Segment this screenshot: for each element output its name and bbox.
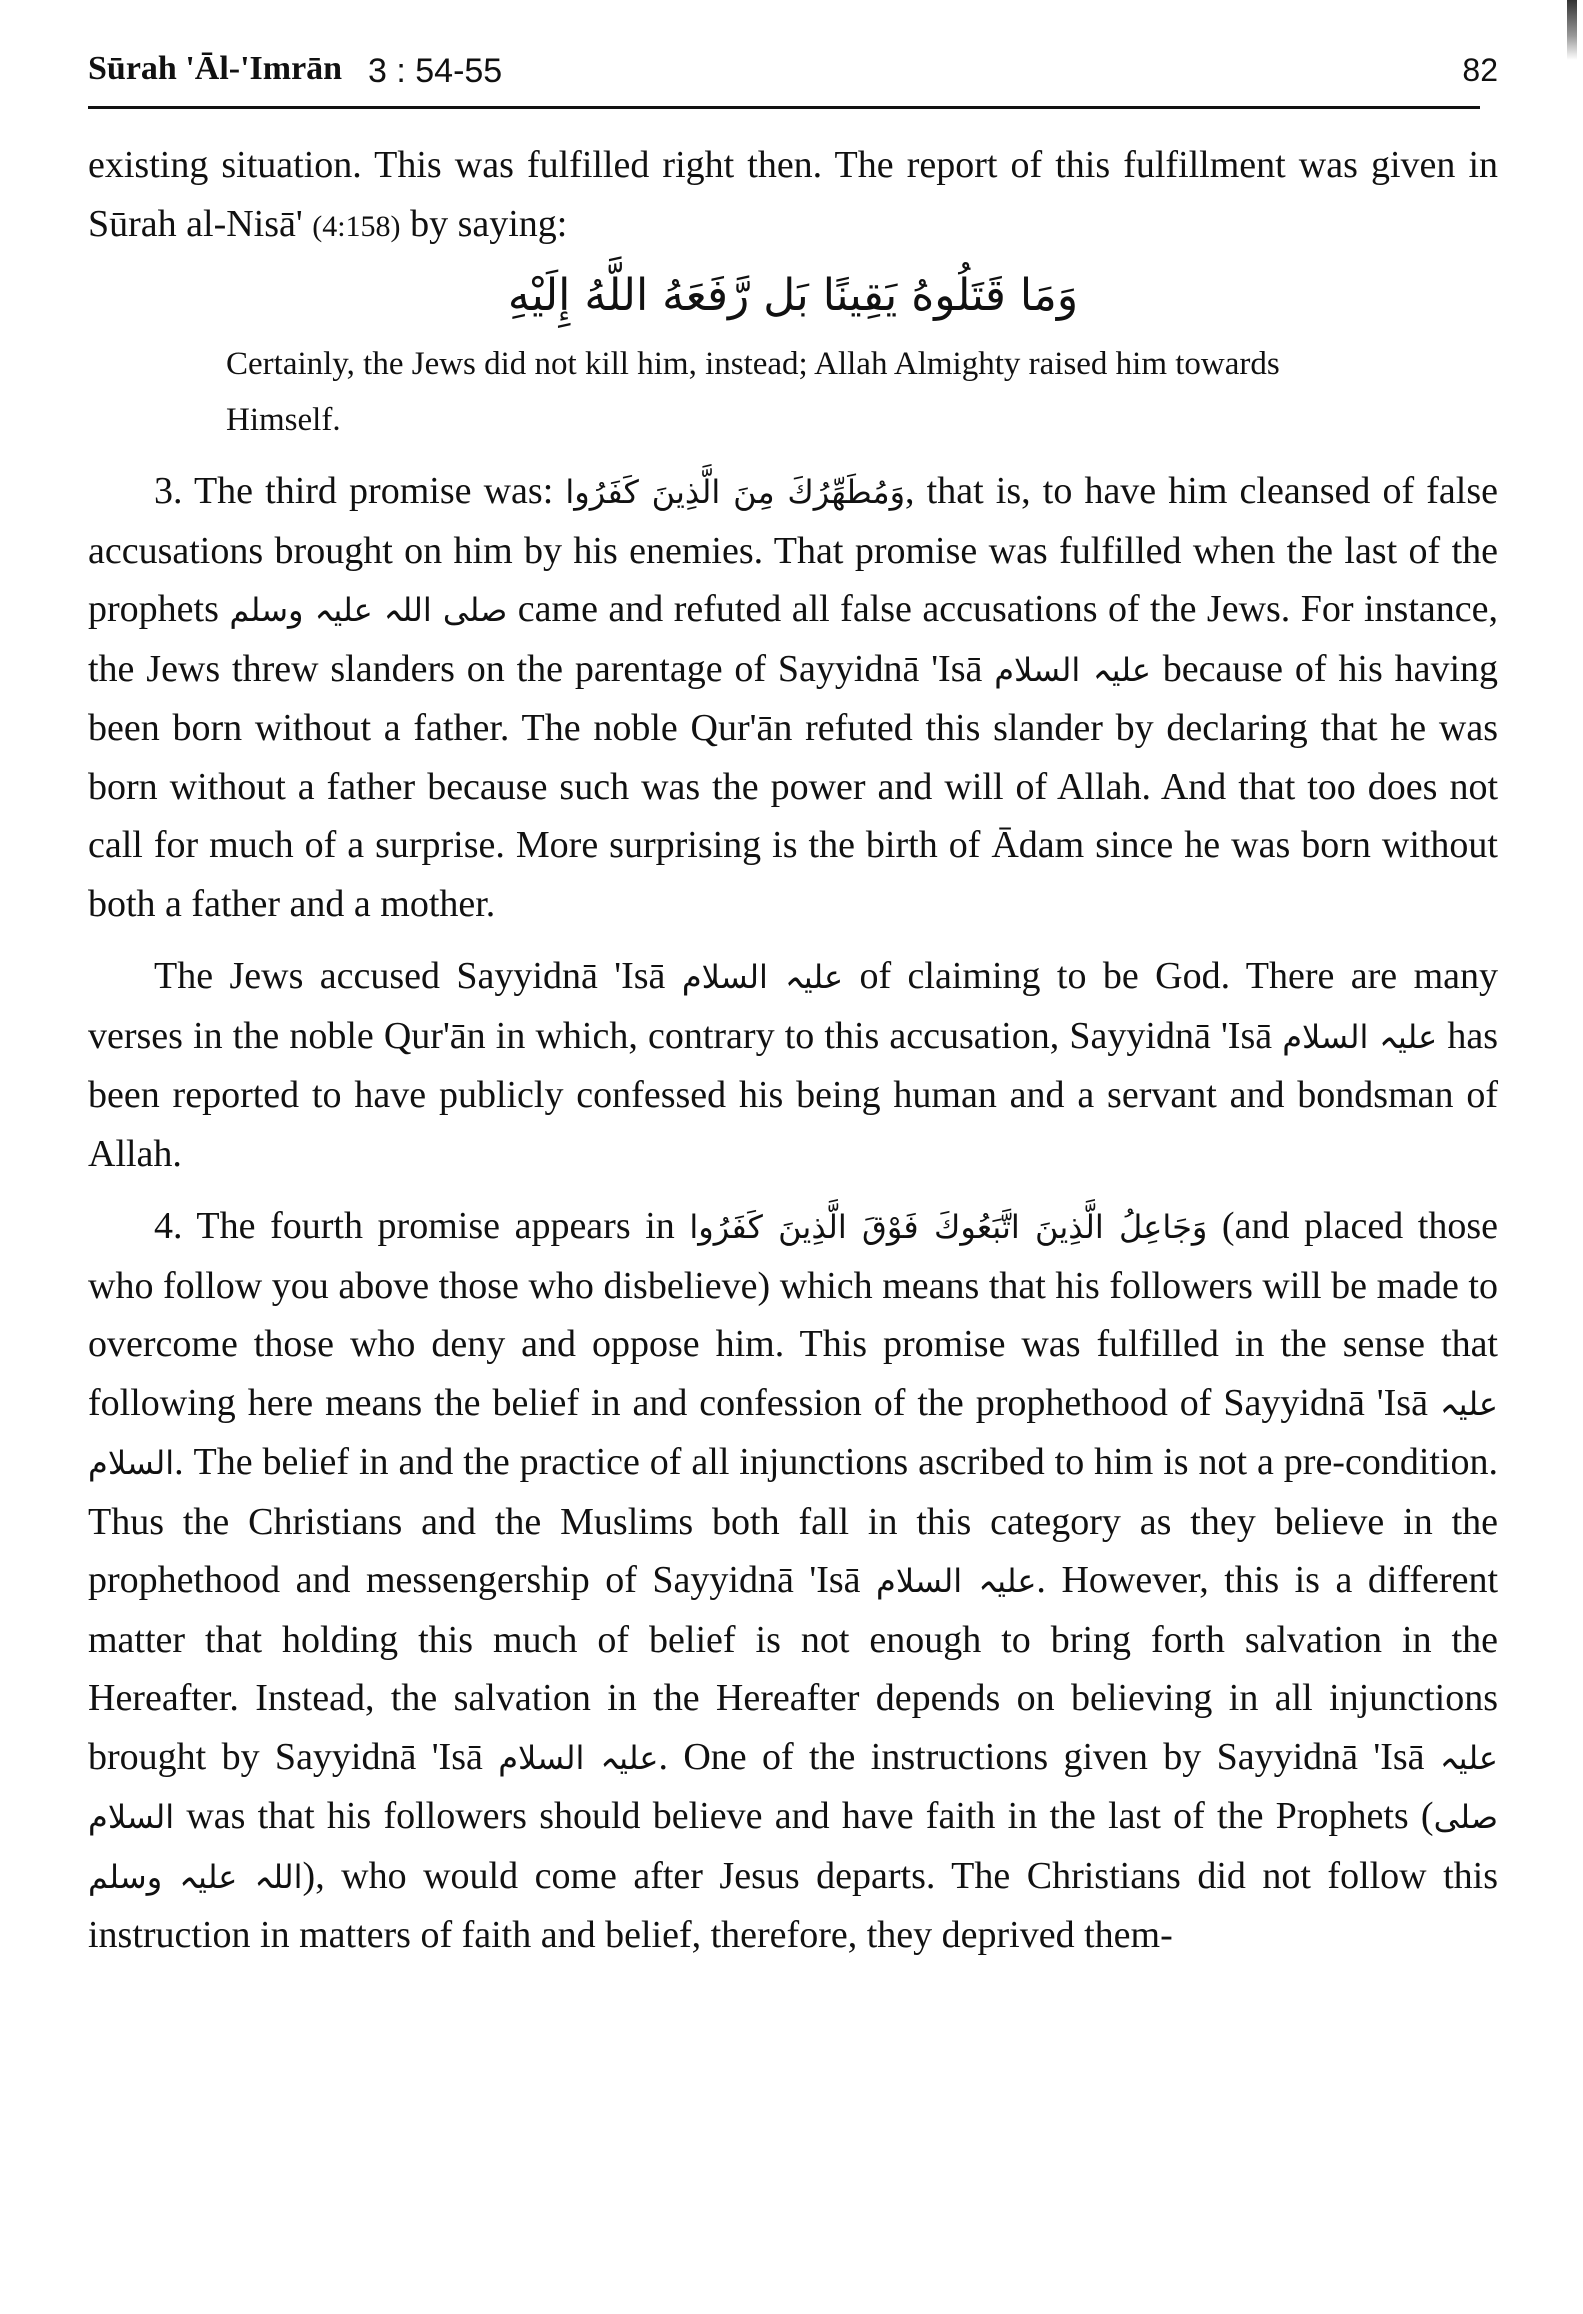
paragraph-4-part-b: (and placed those who follow you above those who disbelieve) which means that his followers will be made to overcome those who deny and oppose him. This promise was fulfilled in the sense that following here means the belief in and confession of the prophethood of Sayyidnā 'Isā [88,1205,1499,1424]
arabic-honorific: صلی اللہ علیہ وسلم [229,591,508,629]
paragraph-3-part-a: The Jews accused Sayyidnā 'Isā [154,955,682,997]
paragraph-2-part-d: because of his having been born without a father. The noble Qur'ān refuted this slander by declaring that he was born without a father because such was the power and will of Allah. And that too does not call for much of a surprise. More surprising is the birth of Ādam since he was born without both a father and a mother. [88,647,1499,925]
paragraph-2 [88,462,1498,933]
paragraph-2-part-a: 3. The third promise was: [154,470,566,512]
arabic-honorific: علیہ السلام [1282,1017,1438,1056]
header-rule [88,106,1480,109]
arabic-honorific: علیہ السلام [498,1738,659,1777]
paragraph-1-text: existing situation. This was fulfilled right then. The report of this fulfillment was given in Sūrah al-Nisā' [88,144,1498,245]
arabic-honorific: علیہ السلام [88,1384,1498,1482]
paragraph-4-part-f: was that his followers should believe and have faith in the last of the Prophets ( [174,1795,1434,1837]
arabic-honorific: علیہ السلام [88,1738,1498,1836]
paragraph-4-part-g: ), who would come after Jesus departs. The Christians did not follow this instruction in matters of faith and belief, therefore, they deprived them- [88,1854,1499,1956]
arabic-honorific: علیہ السلام [681,958,844,996]
arabic-honorific: علیہ السلام [876,1562,1037,1600]
paragraph-1-reference: (4:158) [312,209,401,243]
arabic-phrase: وَمُطَهِّرُكَ مِنَ الَّذِينَ كَفَرُوا [565,473,906,511]
book-page [88,40,1499,1956]
paragraph-1-end: by saying: [400,202,568,245]
paragraph-2-part-b: , that is, to have him cleansed of false accusations brought on him by his enemies. That promise was fulfilled when the last of the prophets [88,470,1498,630]
running-header [88,40,1498,104]
paragraph-4-part-c: . The belief in and the practice of all injunctions ascribed to him is not a pre-condition. Thus the Christians and the Muslims both fall in this category as they believe in the prophethood and messengership of Sayyidnā 'Isā [88,1441,1498,1601]
verse-translation: Certainly, the Jews did not kill him, instead; Allah Almighty raised him towards Himself. [226,346,1280,438]
arabic-honorific: صلی اللہ علیہ وسلم [88,1798,1498,1896]
page-number: 82 [1462,52,1498,88]
paragraph-4-part-d: . However, this is a different matter that holding this much of belief is not enough to bring forth salvation in the Hereafter. Instead, the salvation in the Hereafter depends on believing in all injunctions brought by Sayyidnā 'Isā [88,1559,1499,1778]
paragraph-3-part-c: has been reported to have publicly confessed his being human and a servant and bondsman of Allah. [88,1014,1498,1175]
page-edge-mark [1567,0,1577,60]
surah-title: Sūrah 'Āl-'Imrān [88,50,343,87]
arabic-phrase: وَجَاعِلُ الَّذِينَ اتَّبَعُوكَ فَوْقَ الَّذِينَ كَفَرُوا [689,1208,1208,1246]
paragraph-3 [88,947,1498,1183]
paragraph-1 [88,136,1498,256]
paragraph-4-part-e: . One of the instructions given by Sayyidnā 'Isā [658,1735,1440,1778]
paragraph-3-part-b: of claiming to be God. There are many verses in the noble Qur'ān in which, contrary to this accusation, Sayyidnā 'Isā [88,955,1498,1057]
paragraph-2-part-c: came and refuted all false accusations of the Jews. For instance, the Jews threw slanders on the parentage of Sayyidnā 'Isā [88,588,1498,690]
verse-reference: 3 : 54-55 [368,52,503,90]
arabic-honorific: علیہ السلام [994,650,1151,689]
quranic-verse: وَمَا قَتَلُوهُ يَقِينًا بَل رَّفَعَهُ اللَّهُ إِلَيْهِ [507,270,1079,321]
paragraph-4-part-a: 4. The fourth promise appears in [154,1205,690,1247]
paragraph-4 [88,1197,1498,1965]
page-body [88,136,1498,1965]
